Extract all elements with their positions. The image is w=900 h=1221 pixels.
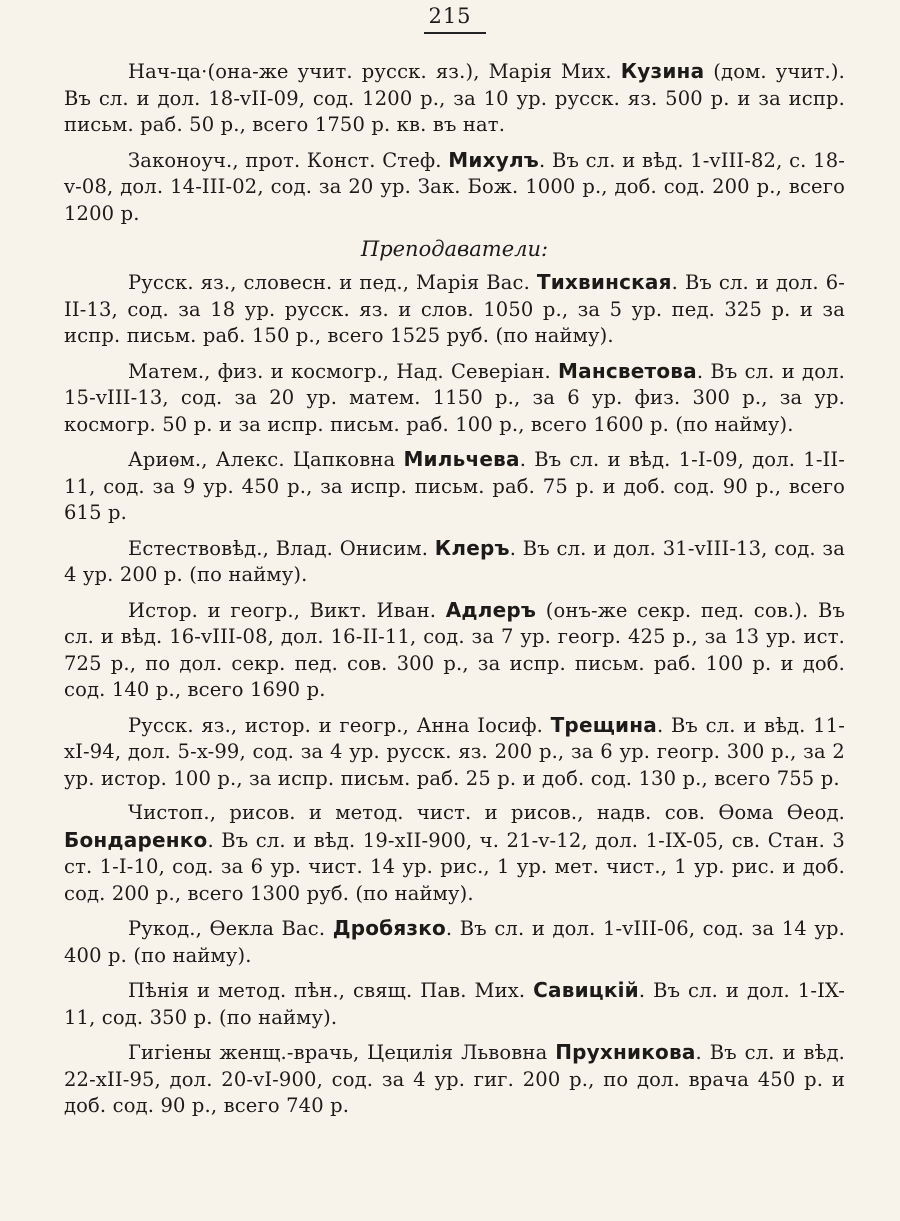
- person-name: Адлеръ: [445, 597, 537, 622]
- teacher-entry: Русск. яз., словесн. и пед., Марія Вас. Тихвинская. Въ сл. и дол. 6-II-13, сод. за 18 ур. русск. яз. и слов. 1050 р., за 5 ур. пед. 325 р. и за испр. письм. раб. 150 р., всего 1525 руб. (по найму).: [64, 270, 845, 347]
- page-number: 215: [428, 4, 472, 28]
- person-name: Тихвинская: [536, 270, 672, 294]
- person-name: Мильчева: [403, 447, 520, 471]
- person-name: Кузина: [620, 59, 705, 83]
- page-number-rule: [424, 32, 486, 34]
- person-name: Бондаренко: [64, 827, 208, 852]
- teacher-entry: Истор. и геогр., Викт. Иван. Адлеръ (онъ-же секр. пед. сов.). Въ сл. и вѣд. 16-vIII-08, дол. 16-II-11, сод. за 7 ур. геогр. 425 р., за 13 ур. ист. 725 р., по дол. секр. пед. сов. 300 р., за испр. письм. раб. 100 р. и доб. сод. 140 р., всего 1690 р.: [64, 597, 845, 701]
- teacher-entry: Русск. яз., истор. и геогр., Анна Іосиф. Трещина. Въ сл. и вѣд. 11-xI-94, дол. 5-x-99, сод. за 4 ур. русск. яз. 200 р., за 6 ур. геогр. 300 р., за 2 ур. истор. 100 р., за испр. письм. раб. 25 р. и доб. сод. 130 р., всего 755 р.: [64, 712, 845, 790]
- teacher-entry: Гигіены женщ.-врачь, Цецилія Львовна Прухникова. Въ сл. и вѣд. 22-xII-95, дол. 20-vI-900, сод. за 4 ур. гиг. 200 р., по дол. врача 450 р. и доб. сод. 90 р., всего 740 р.: [64, 1040, 845, 1117]
- person-name: Клеръ: [434, 535, 510, 560]
- page-content: [64, 58, 845, 1128]
- teacher-entry: Ариѳм., Алекс. Цапковна Мильчева. Въ сл. и вѣд. 1-I-09, дол. 1-II-11, сод. за 9 ур. 450 р., за испр. письм. раб. 75 р. и доб. сод. 90 р., всего 615 р.: [64, 447, 846, 524]
- teacher-entry: Матем., физ. и космогр., Над. Северіан. Мансветова. Въ сл. и дол. 15-vIII-13, сод. за 20 ур. матем. 1150 р., за 6 ур. физ. 300 р., за ур. космогр. 50 р. и за испр. письм. раб. 100 р., всего 1600 р. (по найму).: [64, 358, 845, 436]
- person-name: Прухникова: [555, 1040, 696, 1064]
- teacher-entry: Чистоп., рисов. и метод. чист. и рисов., надв. сов. Ѳома Ѳеод. Бондаренко. Въ сл. и вѣд. 19-xII-900, ч. 21-v-12, дол. 1-IX-05, св. Стан. 3 ст. 1-I-10, сод. за 6 ур. чист. 14 ур. рис., 1 ур. мет. чист., 1 ур. рис. и доб. сод. 200 р., всего 1300 руб. (по найму).: [64, 801, 845, 905]
- teacher-entry: Пѣнія и метод. пѣн., свящ. Пав. Мих. Савицкій. Въ сл. и дол. 1-IX-11, сод. 350 р. (по найму).: [64, 978, 845, 1029]
- section-heading: Преподаватели:: [360, 237, 549, 261]
- person-name: Дробязко: [332, 916, 446, 940]
- entry-religion-teacher: Законоуч., прот. Конст. Стеф. Михулъ. Въ сл. и вѣд. 1-vIII-82, с. 18-v-08, дол. 14-III-02, сод. за 20 ур. Зак. Бож. 1000 р., доб. сод. 200 р., всего 1200 р.: [64, 147, 845, 225]
- person-name: Савицкій: [533, 978, 639, 1002]
- person-name: Михулъ: [448, 147, 540, 172]
- teacher-entry: Естествовѣд., Влад. Онисим. Клеръ. Въ сл. и дол. 31-vIII-13, сод. за 4 ур. 200 р. (по найму).: [64, 535, 845, 586]
- entry-head-of-school: Нач-ца·(она-же учит. русск. яз.), Марія Мих. Кузина (дом. учит.). Въ сл. и дол. 18-vII-09, сод. 1200 р., за 10 ур. русск. яз. 500 р. и за испр. письм. раб. 50 р., всего 1750 р. кв. въ нат.: [64, 59, 845, 136]
- person-name: Мансветова: [558, 358, 697, 383]
- teacher-entry: Рукод., Ѳекла Вас. Дробязко. Въ сл. и дол. 1-vIII-06, сод. за 14 ур. 400 р. (по найму).: [64, 916, 845, 967]
- person-name: Трещина: [550, 712, 657, 737]
